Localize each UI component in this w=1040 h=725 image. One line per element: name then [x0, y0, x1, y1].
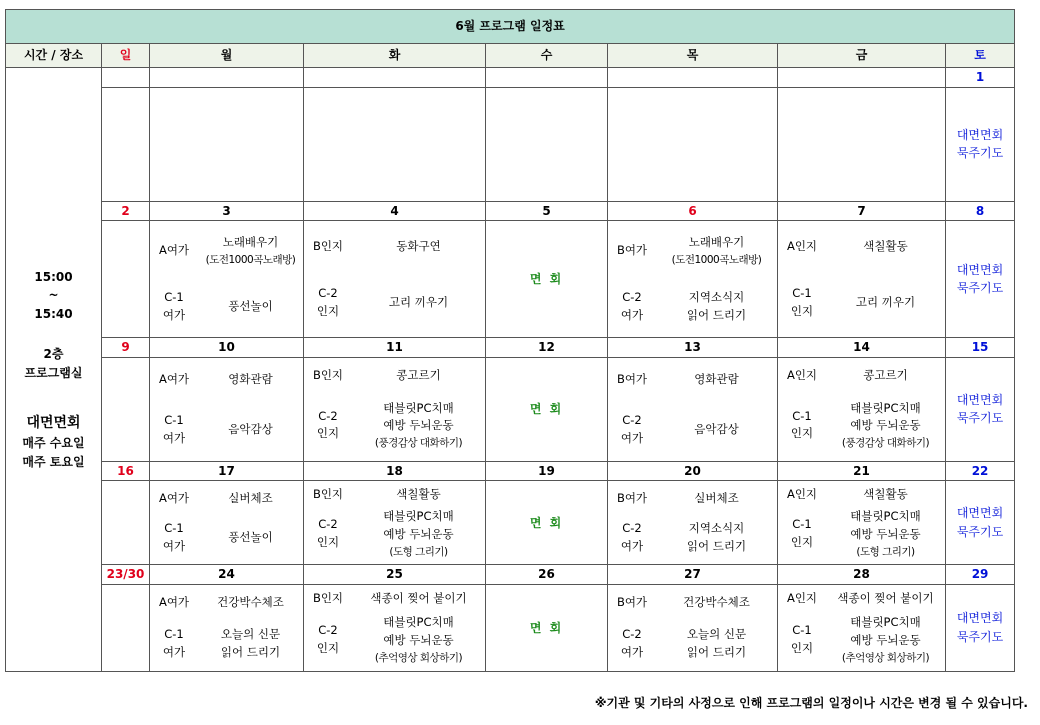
date-4: 4 — [304, 201, 486, 221]
wed-visit: 면 회 — [486, 584, 608, 671]
date-9: 9 — [102, 338, 150, 358]
date-8: 8 — [946, 201, 1015, 221]
date-27: 27 — [608, 565, 778, 585]
week3-body-row — [6, 357, 1015, 461]
program-cell: B여가 영화관람 C-2 여가 음악감상 — [608, 357, 778, 461]
date-19: 19 — [486, 461, 608, 481]
program-cell: B여가 노래배우기 (도전1000곡노래방) C-2 여가 지역소식지 읽어 드리기 — [608, 221, 778, 338]
program-cell: B인지 콩고르기 C-2 인지 태블릿PC치매 예방 두뇌운동 (풍경감상 대화하기) — [304, 357, 486, 461]
sat-visit-cell: 대면면회 묵주기도 — [946, 87, 1015, 201]
wed-visit: 면 회 — [486, 481, 608, 565]
week4-body-row — [6, 481, 1015, 565]
date-25: 25 — [304, 565, 486, 585]
room-label: 프로그램실 — [24, 365, 83, 380]
date-18: 18 — [304, 461, 486, 481]
footnote: ※기관 및 기타의 사정으로 인해 프로그램의 일정이나 시간은 변경 될 수 있습니다. — [594, 696, 1028, 710]
program-cell: A여가 노래배우기 (도전1000곡노래방) C-1 여가 풍선놀이 — [150, 221, 304, 338]
sat-visit-cell: 대면면회 묵주기도 — [946, 357, 1015, 461]
program-cell: A여가 영화관람 C-1 여가 음악감상 — [150, 357, 304, 461]
week1-body-row — [6, 87, 1015, 201]
visit-sat: 매주 토요일 — [22, 454, 85, 469]
date-11: 11 — [304, 338, 486, 358]
date-22: 22 — [946, 461, 1015, 481]
program-cell: B인지 색칠활동 C-2 인지 태블릿PC치매 예방 두뇌운동 (도형 그리기) — [304, 481, 486, 565]
sat-visit-cell: 대면면회 묵주기도 — [946, 481, 1015, 565]
date-3: 3 — [150, 201, 304, 221]
date-15: 15 — [946, 338, 1015, 358]
time-tilde: ~ — [48, 288, 59, 303]
time-end: 15:40 — [34, 306, 73, 321]
program-cell: A여가 실버체조 C-1 여가 풍선놀이 — [150, 481, 304, 565]
program-cell: B인지 색종이 찢어 붙이기 C-2 인지 태블릿PC치매 예방 두뇌운동 (추억영상 회상하기) — [304, 584, 486, 671]
wed-visit: 면 회 — [486, 357, 608, 461]
header-mon: 월 — [150, 44, 304, 68]
date-23-30: 23/30 — [102, 565, 150, 585]
wed-visit: 면 회 — [486, 221, 608, 338]
schedule-table — [5, 9, 1015, 672]
date-1: 1 — [946, 68, 1015, 88]
program-cell: B여가 실버체조 C-2 여가 지역소식지 읽어 드리기 — [608, 481, 778, 565]
date-13: 13 — [608, 338, 778, 358]
program-cell: B여가 건강박수체조 C-2 여가 오늘의 신문 읽어 드리기 — [608, 584, 778, 671]
date-24: 24 — [150, 565, 304, 585]
program-cell: A인지 색칠활동 C-1 인지 고리 끼우기 — [778, 221, 946, 338]
week3-date-row — [6, 338, 1015, 358]
week1-date-row — [6, 68, 1015, 88]
program-cell: A인지 콩고르기 C-1 인지 태블릿PC치매 예방 두뇌운동 (풍경감상 대화하기) — [778, 357, 946, 461]
date-16: 16 — [102, 461, 150, 481]
week4-date-row — [6, 461, 1015, 481]
date-17: 17 — [150, 461, 304, 481]
date-14: 14 — [778, 338, 946, 358]
header-sat: 토 — [946, 44, 1015, 68]
week2-date-row — [6, 201, 1015, 221]
program-cell: A인지 색칠활동 C-1 인지 태블릿PC치매 예방 두뇌운동 (도형 그리기) — [778, 481, 946, 565]
page-title: 6월 프로그램 일정표 — [6, 10, 1015, 44]
date-26: 26 — [486, 565, 608, 585]
date-29: 29 — [946, 565, 1015, 585]
date-21: 21 — [778, 461, 946, 481]
date-7: 7 — [778, 201, 946, 221]
week5-date-row — [6, 565, 1015, 585]
header-fri: 금 — [778, 44, 946, 68]
date-20: 20 — [608, 461, 778, 481]
visit-title: 대면면회 — [26, 414, 81, 431]
program-cell: A인지 색종이 찢어 붙이기 C-1 인지 태블릿PC치매 예방 두뇌운동 (추억영상 회상하기) — [778, 584, 946, 671]
date-2: 2 — [102, 201, 150, 221]
header-time-place: 시간 / 장소 — [6, 44, 102, 68]
time-start: 15:00 — [34, 269, 73, 284]
date-10: 10 — [150, 338, 304, 358]
visit-wed: 매주 수요일 — [22, 436, 85, 451]
program-cell: A여가 건강박수체조 C-1 여가 오늘의 신문 읽어 드리기 — [150, 584, 304, 671]
date-5: 5 — [486, 201, 608, 221]
header-thu: 목 — [608, 44, 778, 68]
header-wed: 수 — [486, 44, 608, 68]
sat-visit-cell: 대면면회 묵주기도 — [946, 221, 1015, 338]
program-cell: B인지 동화구연 C-2 인지 고리 끼우기 — [304, 221, 486, 338]
date-12: 12 — [486, 338, 608, 358]
date-28: 28 — [778, 565, 946, 585]
week2-body-row — [6, 221, 1015, 338]
week5-body-row — [6, 584, 1015, 671]
floor-label: 2층 — [43, 347, 64, 362]
header-row — [6, 44, 1015, 68]
time-place-cell — [6, 68, 102, 672]
sat-visit-cell: 대면면회 묵주기도 — [946, 584, 1015, 671]
header-sun: 일 — [102, 44, 150, 68]
date-6: 6 — [608, 201, 778, 221]
header-tue: 화 — [304, 44, 486, 68]
